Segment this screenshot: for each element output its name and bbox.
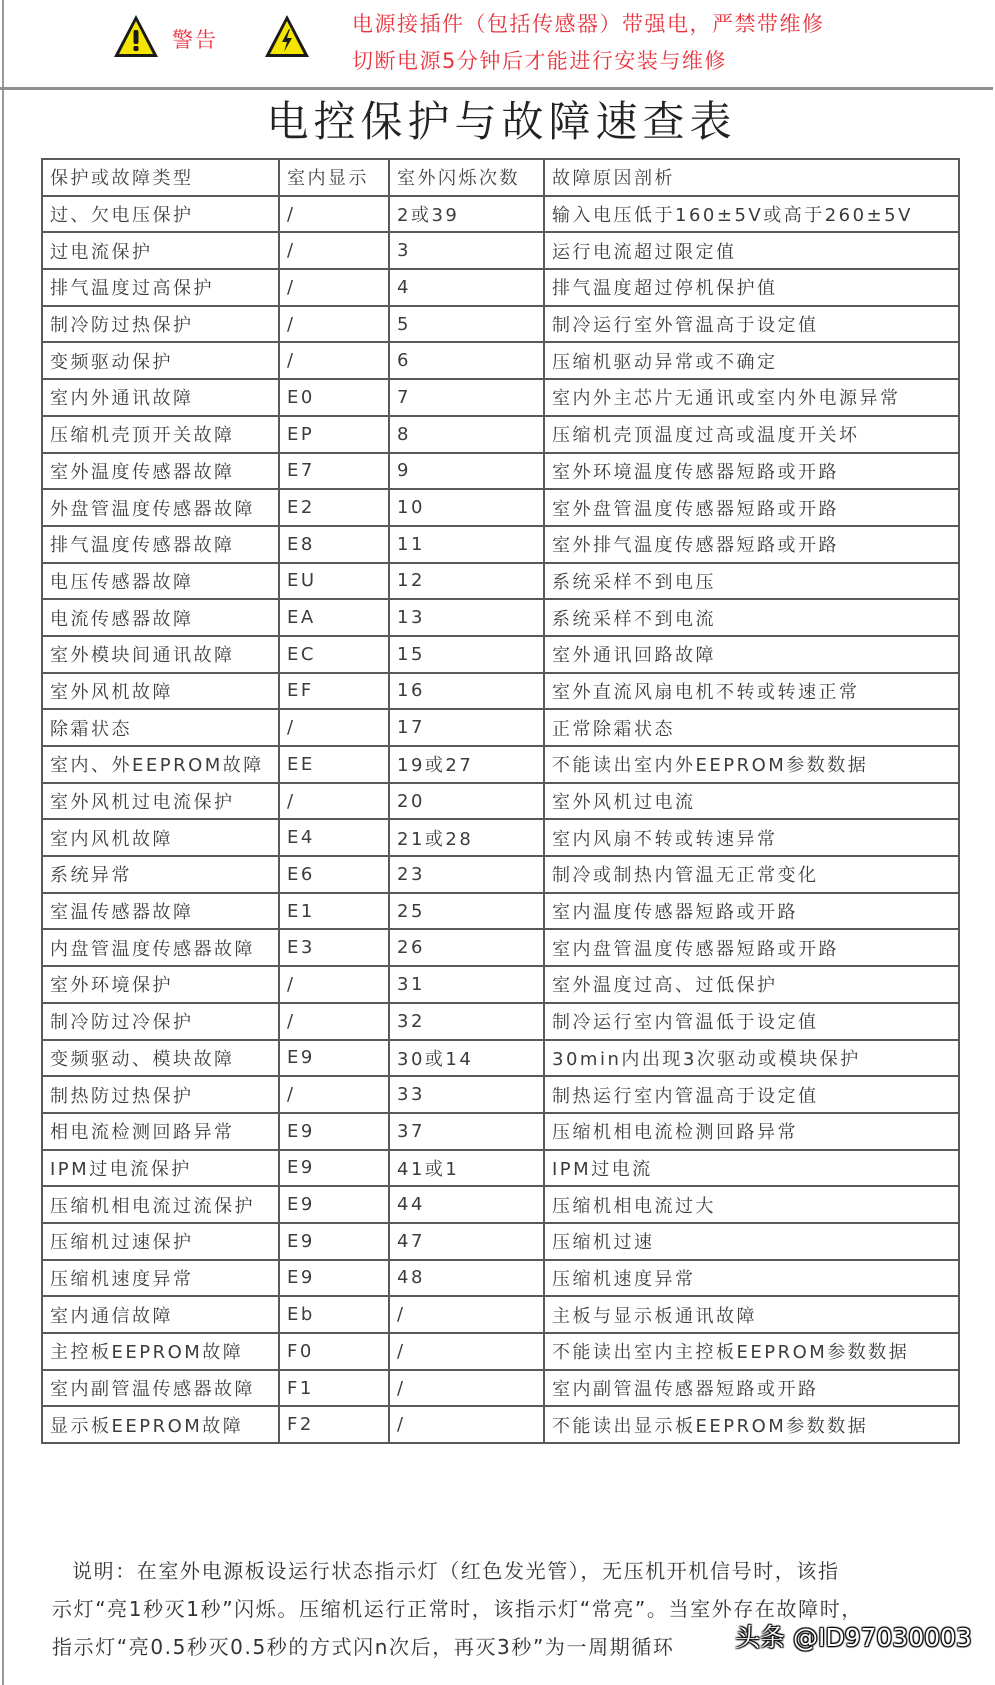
cell-indoor-display: / [279, 306, 389, 343]
cell-fault-type: 压缩机速度异常 [42, 1260, 279, 1297]
cell-fault-type: 室内、外EEPROM故障 [42, 746, 279, 783]
table-body [42, 196, 959, 1443]
cell-fault-type: 室内外通讯故障 [42, 379, 279, 416]
cell-outdoor-flash-count: 21或28 [389, 819, 544, 856]
cell-indoor-display: E7 [279, 453, 389, 490]
table-row [42, 563, 959, 600]
cell-cause-analysis: 室外风机过电流 [544, 783, 959, 820]
cell-fault-type: 过、欠电压保护 [42, 196, 279, 233]
cell-outdoor-flash-count: 25 [389, 893, 544, 930]
cell-fault-type: 室外温度传感器故障 [42, 453, 279, 490]
cell-cause-analysis: 不能读出室内主控板EEPROM参数数据 [544, 1333, 959, 1370]
table-row [42, 526, 959, 563]
cell-cause-analysis: 室外温度过高、过低保护 [544, 966, 959, 1003]
cell-indoor-display: E8 [279, 526, 389, 563]
cell-indoor-display: E1 [279, 893, 389, 930]
cell-fault-type: 压缩机壳顶开关故障 [42, 416, 279, 453]
general-warning-icon [112, 12, 160, 60]
table-row [42, 636, 959, 673]
table-row [42, 1186, 959, 1223]
cell-fault-type: 过电流保护 [42, 232, 279, 269]
cell-outdoor-flash-count: 44 [389, 1186, 544, 1223]
cell-indoor-display: / [279, 196, 389, 233]
cell-outdoor-flash-count: 41或1 [389, 1150, 544, 1187]
cell-indoor-display: E9 [279, 1186, 389, 1223]
cell-cause-analysis: 室外排气温度传感器短路或开路 [544, 526, 959, 563]
cell-indoor-display: Eb [279, 1296, 389, 1333]
warning-line-2: 切断电源5分钟后才能进行安装与维修 [352, 49, 727, 73]
table-row [42, 306, 959, 343]
table-row [42, 746, 959, 783]
table-row [42, 1223, 959, 1260]
header-fault-type: 保护或故障类型 [42, 159, 279, 196]
cell-fault-type: 压缩机相电流过流保护 [42, 1186, 279, 1223]
table-row [42, 1040, 959, 1077]
table-row [42, 1333, 959, 1370]
table-row [42, 1150, 959, 1187]
cell-cause-analysis: 压缩机壳顶温度过高或温度开关坏 [544, 416, 959, 453]
cell-outdoor-flash-count: 37 [389, 1113, 544, 1150]
cell-fault-type: 主控板EEPROM故障 [42, 1333, 279, 1370]
cell-outdoor-flash-count: 23 [389, 856, 544, 893]
table-row [42, 1113, 959, 1150]
cell-outdoor-flash-count: 7 [389, 379, 544, 416]
cell-indoor-display: / [279, 342, 389, 379]
cell-cause-analysis: IPM过电流 [544, 1150, 959, 1187]
cell-indoor-display: / [279, 232, 389, 269]
cell-outdoor-flash-count: 4 [389, 269, 544, 306]
table-row [42, 232, 959, 269]
cell-cause-analysis: 30min内出现3次驱动或模块保护 [544, 1040, 959, 1077]
note-line-2: 示灯“亮1秒灭1秒”闪烁。压缩机运行正常时，该指示灯“常亮”。当室外存在故障时， [52, 1597, 863, 1621]
note-line-1: 说明：在室外电源板设运行状态指示灯（红色发光管），无压机开机信号时，该指 [72, 1559, 840, 1583]
table-row [42, 1003, 959, 1040]
table-row [42, 783, 959, 820]
cell-cause-analysis: 室外直流风扇电机不转或转速正常 [544, 673, 959, 710]
cell-indoor-display: / [279, 966, 389, 1003]
cell-outdoor-flash-count: 5 [389, 306, 544, 343]
cell-cause-analysis: 不能读出显示板EEPROM参数数据 [544, 1406, 959, 1443]
cell-cause-analysis: 主板与显示板通讯故障 [544, 1296, 959, 1333]
cell-cause-analysis: 压缩机速度异常 [544, 1260, 959, 1297]
cell-cause-analysis: 系统采样不到电流 [544, 599, 959, 636]
table-row [42, 1296, 959, 1333]
cell-indoor-display: EA [279, 599, 389, 636]
cell-fault-type: 室外风机过电流保护 [42, 783, 279, 820]
cell-indoor-display: E0 [279, 379, 389, 416]
cell-outdoor-flash-count: 32 [389, 1003, 544, 1040]
cell-outdoor-flash-count: / [389, 1333, 544, 1370]
cell-cause-analysis: 压缩机相电流过大 [544, 1186, 959, 1223]
cell-outdoor-flash-count: 31 [389, 966, 544, 1003]
cell-fault-type: 内盘管温度传感器故障 [42, 929, 279, 966]
cell-fault-type: 变频驱动、模块故障 [42, 1040, 279, 1077]
high-voltage-icon [263, 12, 311, 60]
cell-outdoor-flash-count: 26 [389, 929, 544, 966]
cell-cause-analysis: 室外通讯回路故障 [544, 636, 959, 673]
table-row [42, 929, 959, 966]
cell-fault-type: 除霜状态 [42, 709, 279, 746]
watermark: 头条 @ID97030003 [735, 1623, 972, 1652]
cell-fault-type: 系统异常 [42, 856, 279, 893]
cell-indoor-display: F2 [279, 1406, 389, 1443]
table-row [42, 489, 959, 526]
cell-indoor-display: F1 [279, 1370, 389, 1407]
cell-cause-analysis: 制冷运行室外管温高于设定值 [544, 306, 959, 343]
cell-indoor-display: E4 [279, 819, 389, 856]
cell-cause-analysis: 室外盘管温度传感器短路或开路 [544, 489, 959, 526]
table-row [42, 379, 959, 416]
cell-cause-analysis: 排气温度超过停机保护值 [544, 269, 959, 306]
table-row [42, 599, 959, 636]
cell-indoor-display: E3 [279, 929, 389, 966]
cell-outdoor-flash-count: 17 [389, 709, 544, 746]
cell-outdoor-flash-count: 6 [389, 342, 544, 379]
cell-fault-type: 电压传感器故障 [42, 563, 279, 600]
table-row [42, 673, 959, 710]
cell-outdoor-flash-count: 15 [389, 636, 544, 673]
cell-fault-type: 室内风机故障 [42, 819, 279, 856]
cell-cause-analysis: 运行电流超过限定值 [544, 232, 959, 269]
cell-cause-analysis: 压缩机相电流检测回路异常 [544, 1113, 959, 1150]
cell-cause-analysis: 室内外主芯片无通讯或室内外电源异常 [544, 379, 959, 416]
cell-outdoor-flash-count: 47 [389, 1223, 544, 1260]
cell-fault-type: 排气温度传感器故障 [42, 526, 279, 563]
cell-cause-analysis: 制冷运行室内管温低于设定值 [544, 1003, 959, 1040]
cell-cause-analysis: 系统采样不到电压 [544, 563, 959, 600]
cell-cause-analysis: 输入电压低于160±5V或高于260±5V [544, 196, 959, 233]
fault-code-table [41, 158, 960, 1444]
cell-indoor-display: E9 [279, 1040, 389, 1077]
cell-indoor-display: E9 [279, 1260, 389, 1297]
cell-outdoor-flash-count: 13 [389, 599, 544, 636]
cell-fault-type: 制冷防过热保护 [42, 306, 279, 343]
cell-indoor-display: EF [279, 673, 389, 710]
cell-fault-type: 室内副管温传感器故障 [42, 1370, 279, 1407]
cell-cause-analysis: 室内副管温传感器短路或开路 [544, 1370, 959, 1407]
cell-outdoor-flash-count: / [389, 1296, 544, 1333]
cell-cause-analysis: 制冷或制热内管温无正常变化 [544, 856, 959, 893]
cell-cause-analysis: 室内温度传感器短路或开路 [544, 893, 959, 930]
table-row [42, 1370, 959, 1407]
cell-outdoor-flash-count: 11 [389, 526, 544, 563]
cell-indoor-display: E9 [279, 1150, 389, 1187]
cell-outdoor-flash-count: 3 [389, 232, 544, 269]
table-row [42, 269, 959, 306]
cell-indoor-display: EP [279, 416, 389, 453]
cell-indoor-display: F0 [279, 1333, 389, 1370]
cell-cause-analysis: 制热运行室内管温高于设定值 [544, 1076, 959, 1113]
cell-outdoor-flash-count: / [389, 1406, 544, 1443]
cell-outdoor-flash-count: / [389, 1370, 544, 1407]
cell-fault-type: 制热防过热保护 [42, 1076, 279, 1113]
note-line-3: 指示灯“亮0.5秒灭0.5秒的方式闪n次后，再灭3秒”为一周期循环 [52, 1635, 675, 1659]
cell-indoor-display: / [279, 709, 389, 746]
page-title: 电控保护与故障速查表 [266, 97, 737, 146]
cell-cause-analysis: 正常除霜状态 [544, 709, 959, 746]
cell-outdoor-flash-count: 33 [389, 1076, 544, 1113]
cell-fault-type: 变频驱动保护 [42, 342, 279, 379]
cell-indoor-display: / [279, 1003, 389, 1040]
cell-cause-analysis: 室内风扇不转或转速异常 [544, 819, 959, 856]
cell-outdoor-flash-count: 8 [389, 416, 544, 453]
cell-indoor-display: E9 [279, 1113, 389, 1150]
cell-fault-type: IPM过电流保护 [42, 1150, 279, 1187]
cell-fault-type: 室温传感器故障 [42, 893, 279, 930]
cell-outdoor-flash-count: 30或14 [389, 1040, 544, 1077]
cell-outdoor-flash-count: 2或39 [389, 196, 544, 233]
cell-outdoor-flash-count: 16 [389, 673, 544, 710]
cell-outdoor-flash-count: 10 [389, 489, 544, 526]
table-row [42, 893, 959, 930]
table-row [42, 966, 959, 1003]
cell-indoor-display: E9 [279, 1223, 389, 1260]
table-row [42, 196, 959, 233]
cell-cause-analysis: 室外环境温度传感器短路或开路 [544, 453, 959, 490]
table-row [42, 416, 959, 453]
cell-outdoor-flash-count: 20 [389, 783, 544, 820]
cell-fault-type: 制冷防过冷保护 [42, 1003, 279, 1040]
cell-fault-type: 室外模块间通讯故障 [42, 636, 279, 673]
table-row [42, 1406, 959, 1443]
table-row [42, 709, 959, 746]
header-cause-analysis: 故障原因剖析 [544, 159, 959, 196]
table-row [42, 1076, 959, 1113]
table-row [42, 453, 959, 490]
cell-fault-type: 外盘管温度传感器故障 [42, 489, 279, 526]
header-indoor-display: 室内显示 [279, 159, 389, 196]
cell-indoor-display: / [279, 269, 389, 306]
header-separator [0, 87, 993, 90]
table-row [42, 819, 959, 856]
cell-indoor-display: E2 [279, 489, 389, 526]
cell-indoor-display: E6 [279, 856, 389, 893]
cell-indoor-display: EE [279, 746, 389, 783]
cell-cause-analysis: 室内盘管温度传感器短路或开路 [544, 929, 959, 966]
cell-outdoor-flash-count: 9 [389, 453, 544, 490]
cell-outdoor-flash-count: 19或27 [389, 746, 544, 783]
cell-fault-type: 压缩机过速保护 [42, 1223, 279, 1260]
cell-indoor-display: EC [279, 636, 389, 673]
cell-fault-type: 室内通信故障 [42, 1296, 279, 1333]
table-row [42, 1260, 959, 1297]
cell-outdoor-flash-count: 12 [389, 563, 544, 600]
warning-text [352, 6, 825, 80]
table-row [42, 856, 959, 893]
cell-fault-type: 排气温度过高保护 [42, 269, 279, 306]
cell-indoor-display: / [279, 783, 389, 820]
cell-indoor-display: / [279, 1076, 389, 1113]
cell-cause-analysis: 压缩机驱动异常或不确定 [544, 342, 959, 379]
cell-cause-analysis: 不能读出室内外EEPROM参数数据 [544, 746, 959, 783]
cell-fault-type: 室外风机故障 [42, 673, 279, 710]
warning-banner [0, 0, 995, 88]
cell-fault-type: 显示板EEPROM故障 [42, 1406, 279, 1443]
page-border-left [2, 0, 4, 1685]
cell-fault-type: 相电流检测回路异常 [42, 1113, 279, 1150]
table-header-row [42, 159, 959, 196]
table-row [42, 342, 959, 379]
warning-label: 警告 [172, 28, 218, 52]
warning-line-1: 电源接插件（包括传感器）带强电，严禁带维修 [352, 12, 825, 36]
header-outdoor-flash-count: 室外闪烁次数 [389, 159, 544, 196]
cell-fault-type: 电流传感器故障 [42, 599, 279, 636]
cell-indoor-display: EU [279, 563, 389, 600]
cell-cause-analysis: 压缩机过速 [544, 1223, 959, 1260]
cell-outdoor-flash-count: 48 [389, 1260, 544, 1297]
cell-fault-type: 室外环境保护 [42, 966, 279, 1003]
